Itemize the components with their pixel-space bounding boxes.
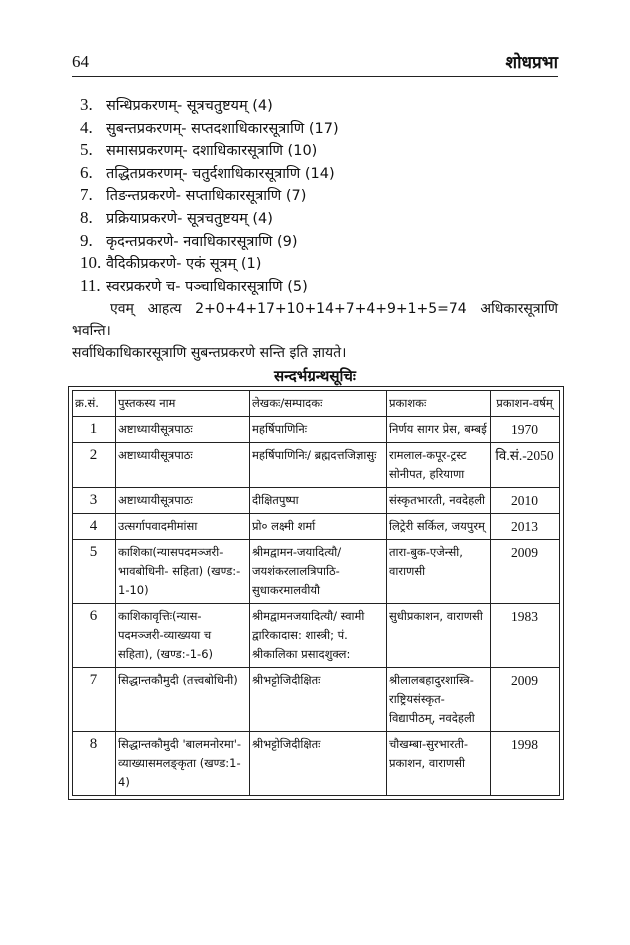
list-item [80,275,560,298]
table-row [73,443,560,488]
cell-sno: 3 [73,488,116,514]
cell-book: काशिका(न्यासपदमञ्जरी-भावबोधिनी- सहिता) (खण्ड:- 1-10) [116,540,250,604]
table-row [73,540,560,604]
cell-year: 1998 [491,732,560,796]
summary-line-2: सर्वाधिकाधिकारसूत्राणि सुबन्तप्रकरणे सन्ति इति ज्ञायते। [72,345,347,361]
cell-sno: 1 [73,417,116,443]
cell-publisher: श्रीलालबहादुरशास्त्रि-राष्ट्रियसंस्कृत-विद्यापीठम्, नवदेहली [387,668,491,732]
cell-author: महर्षिपाणिनिः [250,417,387,443]
cell-book: उत्सर्गापवादमीमांसा [116,514,250,540]
list-item-number: 11. [80,275,101,295]
list-item-text: वैदिकीप्रकरणे- एकं सूत्रम् (1) [106,256,262,273]
list-item [80,230,560,253]
cell-year: 2009 [491,668,560,732]
list-item-number: 3. [80,95,93,114]
list-item-number: 10. [80,253,102,273]
list-item [80,94,560,117]
cell-book: सिद्धान्तकौमुदी (तत्त्वबोधिनी) [116,668,250,732]
cell-author: महर्षिपाणिनिः/ ब्रह्मदत्तजिज्ञासुः [250,443,387,488]
list-item-text: प्रक्रियाप्रकरणे- सूत्रचतुष्टयम् (4) [106,210,273,227]
list-item [80,117,560,140]
page-number: 64 [72,52,89,71]
cell-sno: 7 [73,668,116,732]
list-item-text: सन्धिप्रकरणम्- सूत्रचतुष्टयम् (4) [106,98,273,114]
journal-name: शोधप्रभा [505,53,558,73]
cell-author: श्रीमद्वामन-जयादित्यौ/ जयशंकरलालत्रिपाठि-सुधाकरमालवीयौ [250,540,387,604]
list-item-text: सुबन्तप्रकरणम्- सप्तदशाधिकारसूत्राणि (17) [106,120,339,137]
cell-sno: 4 [73,514,116,540]
page-header [72,50,558,77]
summary-paragraph [72,298,558,364]
cell-publisher: तारा-बुक-एजेन्सी, वाराणसी [387,540,491,604]
list-item [80,139,560,162]
cell-publisher: संस्कृतभारती, नवदेहली [387,488,491,514]
cell-book: अष्टाध्यायीसूत्रपाठः [116,417,250,443]
cell-author: श्रीमद्वामनजयादित्यौ/ स्वामी द्वारिकादास: शास्त्री; पं. श्रीकालिका प्रसादशुक्ल: [250,604,387,668]
cell-author: प्रो० लक्ष्मी शर्मा [250,514,387,540]
list-item [80,184,560,207]
cell-author: दीक्षितपुष्पा [250,488,387,514]
cell-sno: 8 [73,732,116,796]
table-row [73,488,560,514]
summary-line-1: एवम् आहत्य 2+0+4+17+10+14+7+4+9+1+5=74 अधिकारसूत्राणि भवन्ति। [72,301,558,339]
col-header-book: पुस्तकस्य नाम [116,391,250,417]
list-item-text: तिङन्तप्रकरणे- सप्ताधिकारसूत्राणि (7) [106,188,307,205]
list-item [80,207,560,230]
cell-book: अष्टाध्यायीसूत्रपाठः [116,488,250,514]
cell-author: श्रीभट्टोजिदीक्षितः [250,732,387,796]
col-header-year: प्रकाशन-वर्षम् [491,391,560,417]
cell-publisher: रामलाल-कपूर-ट्रस्ट सोनीपत, हरियाणा [387,443,491,488]
list-item-number: 9. [80,230,93,250]
col-header-sno: क्र.सं. [73,391,116,417]
bibliography-table [72,390,560,796]
list-item-text: तद्धितप्रकरणम्- चतुर्दशाधिकारसूत्राणि (14) [106,165,335,182]
cell-book: अष्टाध्यायीसूत्रपाठः [116,443,250,488]
list-item-number: 7. [80,185,93,205]
cell-publisher: लिट्रेरी सर्किल, जयपुरम् [387,514,491,540]
table-row [73,732,560,796]
table-row [73,604,560,668]
list-item-number: 6. [80,162,93,182]
list-item [80,252,560,275]
cell-year: 1970 [491,417,560,443]
cell-publisher: चौखम्बा-सुरभारती-प्रकाशन, वाराणसी [387,732,491,796]
cell-year: वि.सं.-2050 [491,443,560,488]
list-item-text: स्वरप्रकरणे च- पञ्चाधिकारसूत्राणि (5) [106,278,308,295]
cell-year: 1983 [491,604,560,668]
col-header-publisher: प्रकाशकः [387,391,491,417]
cell-book: सिद्धान्तकौमुदी 'बालमनोरमा'-व्याख्यासमलङ्कृता (खण्ड:1-4) [116,732,250,796]
col-header-author: लेखकः/सम्पादकः [250,391,387,417]
list-item-number: 5. [80,140,93,160]
cell-sno: 6 [73,604,116,668]
cell-publisher: सुधीप्रकाशन, वाराणसी [387,604,491,668]
cell-publisher: निर्णय सागर प्रेस, बम्बई [387,417,491,443]
cell-year: 2010 [491,488,560,514]
bibliography-title: सन्दर्भग्रन्थसूचिः [274,367,356,385]
table-row [73,668,560,732]
cell-year: 2009 [491,540,560,604]
table-header-row [73,391,560,417]
cell-year: 2013 [491,514,560,540]
list-item-text: कृदन्तप्रकरणे- नवाधिकारसूत्राणि (9) [106,233,298,250]
list-item-number: 4. [80,117,93,137]
list-item [80,162,560,185]
prakarana-list [80,94,560,297]
cell-book: काशिकावृत्तिः(न्यास-पदमञ्जरी-व्याख्यया च सहिता), (खण्ड:-1-6) [116,604,250,668]
list-item-number: 8. [80,207,93,227]
table-row [73,514,560,540]
list-item-text: समासप्रकरणम्- दशाधिकारसूत्राणि (10) [106,143,318,160]
cell-sno: 5 [73,540,116,604]
cell-sno: 2 [73,443,116,488]
cell-author: श्रीभट्टोजिदीक्षितः [250,668,387,732]
table-row [73,417,560,443]
